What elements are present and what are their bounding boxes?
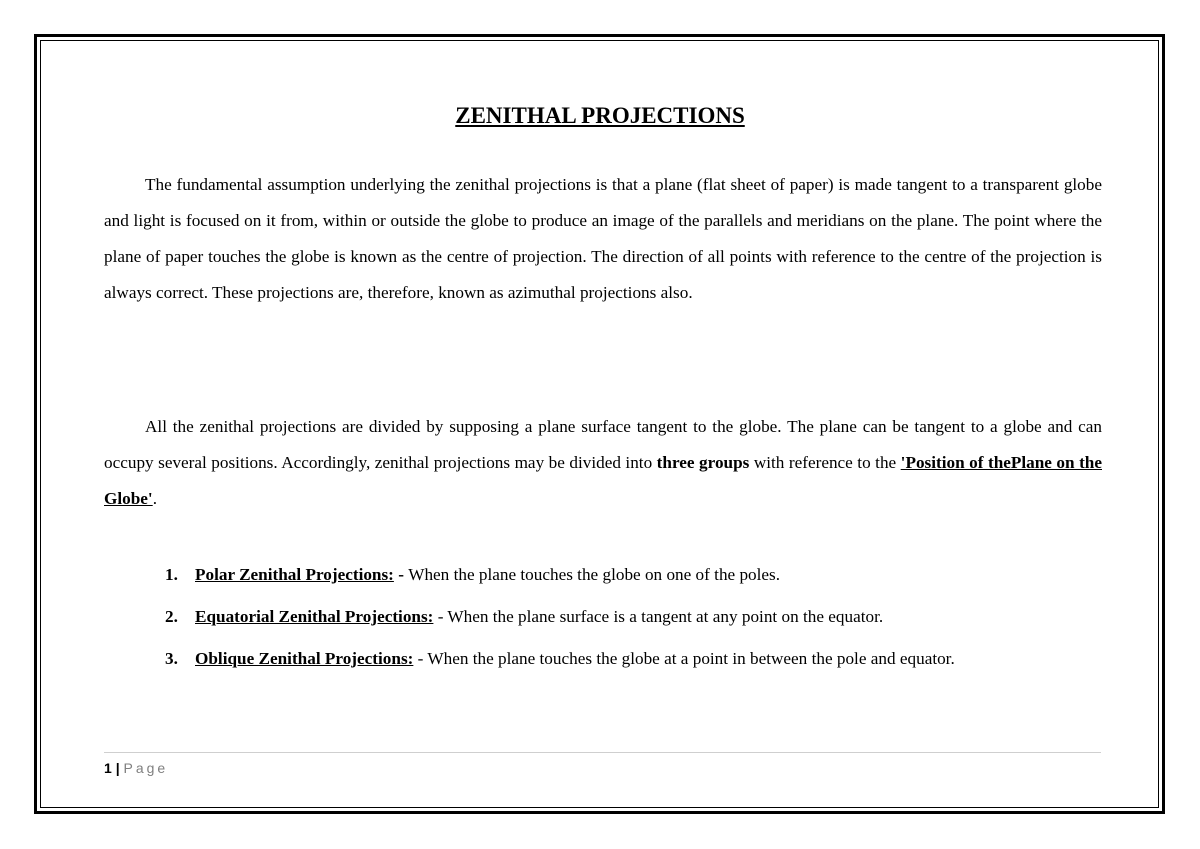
paragraph-classification-text-2: with reference to the bbox=[749, 453, 901, 472]
position-of-plane-emphasis: 'Position of thePlane on the Globe' bbox=[104, 453, 1102, 508]
page-number: 1 bbox=[104, 760, 112, 776]
page-footer bbox=[104, 759, 168, 777]
footer-divider bbox=[104, 752, 1101, 753]
list-item bbox=[165, 645, 955, 672]
list-item-number: 2. bbox=[165, 607, 178, 626]
footer-separator: | bbox=[115, 760, 120, 776]
paragraph-classification bbox=[104, 409, 1102, 517]
paragraph-intro: The fundamental assumption underlying the zenithal projections is that a plane (flat sheet of paper) is made tangent to a transparent globe and light is focused on it from, within or outside the globe to produce an image of the parallels and meridians on the plane. The point where the plane of paper touches the globe is known as the centre of projection. The direction of all points with reference to the centre of the projection is always correct. These projections are, therefore, known as azimuthal projections also. bbox=[104, 175, 1102, 302]
list-item bbox=[165, 603, 955, 630]
list-item-separator: - bbox=[413, 649, 428, 668]
list-item-number: 1. bbox=[165, 565, 178, 584]
page-title: ZENITHAL PROJECTIONS bbox=[455, 103, 745, 128]
list-item-heading: Equatorial Zenithal Projections: bbox=[195, 607, 434, 626]
page-label: Page bbox=[123, 760, 169, 776]
list-item-text: When the plane surface is a tangent at any point on the equator. bbox=[447, 607, 884, 626]
list-item-separator: - bbox=[433, 607, 448, 626]
three-groups-emphasis: three groups bbox=[656, 453, 750, 472]
paragraph-classification-text-1: All the zenithal projections are divided by supposing a plane surface tangent to the globe. The plane can be tangent to a globe and can occupy several positions. Accordingly, zenithal projections may be divided into bbox=[104, 417, 1102, 472]
list-item-number: 3. bbox=[165, 649, 178, 668]
list-item-heading: Polar Zenithal Projections: bbox=[195, 565, 394, 584]
paragraph-classification-end: . bbox=[152, 489, 157, 508]
list-item-text: When the plane touches the globe at a point in between the pole and equator. bbox=[427, 649, 955, 668]
projection-types-list bbox=[165, 561, 955, 687]
list-item-heading: Oblique Zenithal Projections: bbox=[195, 649, 414, 668]
list-item-separator: - bbox=[393, 565, 409, 584]
list-item bbox=[165, 561, 955, 588]
list-item-text: When the plane touches the globe on one of the poles. bbox=[408, 565, 781, 584]
